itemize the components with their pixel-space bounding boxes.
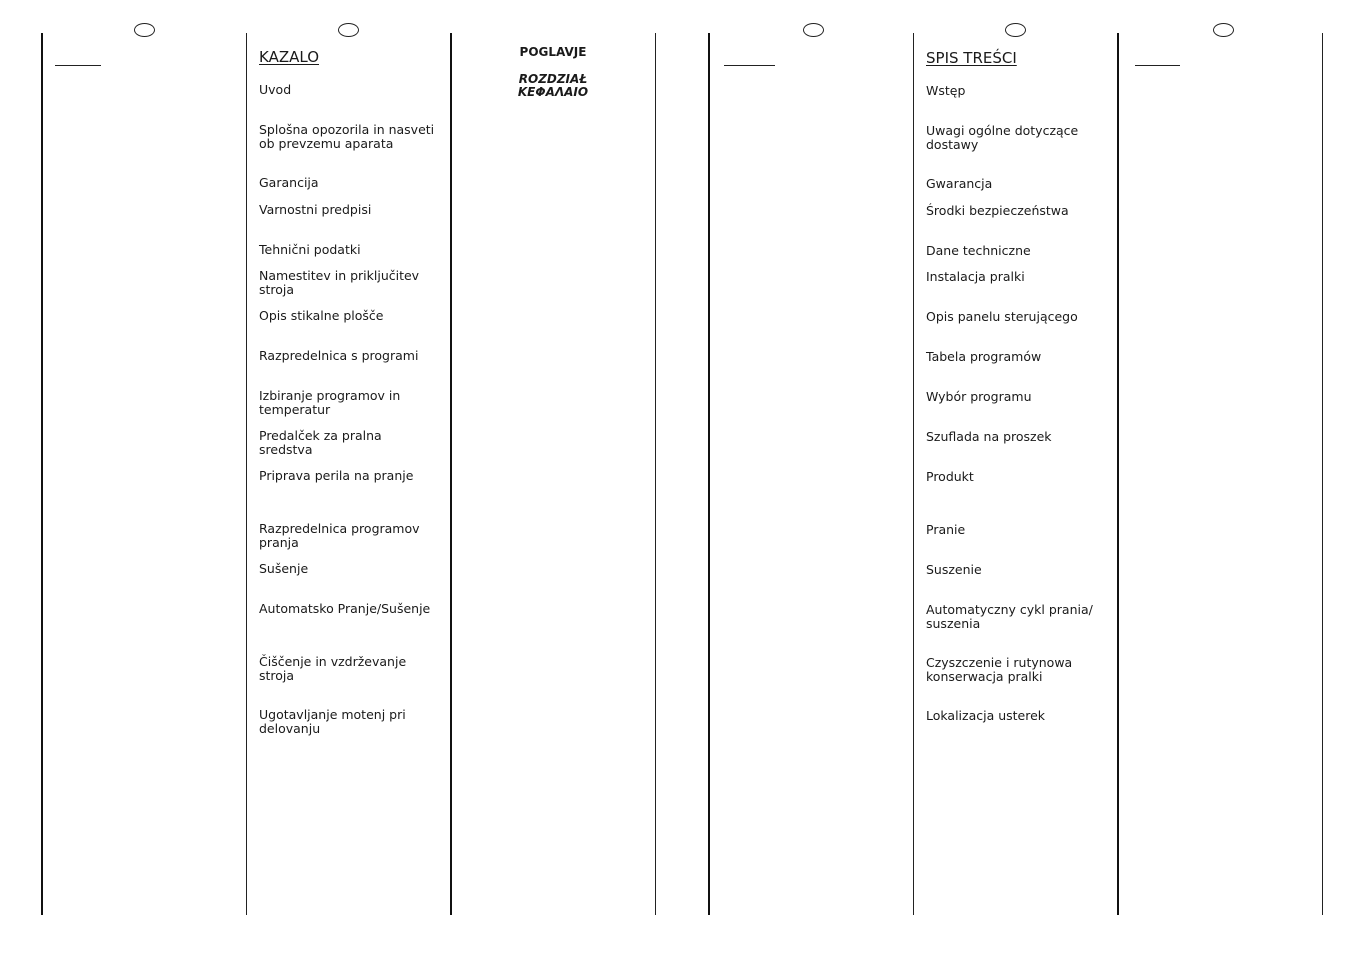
toc-item: Predalček za pralna sredstva: [259, 428, 382, 457]
toc-item: Wybór programu: [926, 389, 1032, 404]
toc-item: Lokalizacja usterek: [926, 708, 1046, 723]
toc-item: Opis stikalne plošče: [259, 308, 384, 323]
toc-item: Namestitev in priključitev stroja: [259, 268, 420, 297]
page-number-line: [1135, 65, 1180, 66]
toc-item: Opis panelu sterującego: [926, 309, 1078, 324]
language-flag-oval: [338, 23, 359, 37]
toc-item: Uwagi ogólne dotyczące dostawy: [926, 123, 1079, 152]
toc-item: Razpredelnica s programi: [259, 348, 419, 363]
toc-item: Varnostni predpisi: [259, 202, 372, 217]
toc-item: Automatsko Pranje/Sušenje: [259, 601, 431, 616]
toc-item: Produkt: [926, 469, 974, 484]
toc-item: Čiščenje in vzdrževanje stroja: [259, 654, 407, 683]
toc-item: Sušenje: [259, 561, 309, 576]
toc-item: Tabela programów: [926, 349, 1042, 364]
column-rule: [1117, 33, 1119, 915]
toc-item: Suszenie: [926, 562, 982, 577]
language-flag-oval: [1213, 23, 1234, 37]
column-rule: [450, 33, 452, 915]
language-flag-oval: [134, 23, 155, 37]
column-rule: [708, 33, 710, 915]
page-number-line: [55, 65, 101, 66]
chapter-label-el: ΚΕΦΑΛΑΙΟ: [517, 85, 589, 99]
toc-item: Wstęp: [926, 83, 966, 98]
toc-item: Splošna opozorila in nasveti ob prevzemu aparata: [259, 122, 435, 151]
toc-item: Tehnični podatki: [259, 242, 361, 257]
toc-item: Izbiranje programov in temperatur: [259, 388, 401, 417]
toc-item: Automatyczny cykl prania/ suszenia: [926, 602, 1093, 631]
toc-item: Gwarancja: [926, 176, 993, 191]
toc-item: Razpredelnica programov pranja: [259, 521, 420, 550]
column-rule: [913, 33, 914, 915]
toc-item: Priprava perila na pranje: [259, 468, 414, 483]
toc-item: Garancija: [259, 175, 319, 190]
toc-item: Pranie: [926, 522, 966, 537]
column-rule: [246, 33, 247, 915]
column-rule: [41, 33, 43, 915]
toc-item: Dane techniczne: [926, 243, 1031, 258]
column-rule: [1322, 33, 1323, 915]
column-rule: [655, 33, 656, 915]
language-flag-oval: [1005, 23, 1026, 37]
toc-item: Szuflada na proszek: [926, 429, 1052, 444]
page-number-line: [724, 65, 775, 66]
toc-heading-left: KAZALO: [259, 48, 319, 66]
language-flag-oval: [803, 23, 824, 37]
chapter-label-sl: POGLAVJE: [519, 45, 587, 59]
toc-item: Czyszczenie i rutynowa konserwacja pralki: [926, 655, 1073, 684]
toc-item: Środki bezpieczeństwa: [926, 203, 1069, 218]
toc-item: Uvod: [259, 82, 292, 97]
toc-heading-right: SPIS TREŚCI: [926, 49, 1017, 67]
toc-item: Ugotavljanje motenj pri delovanju: [259, 707, 406, 736]
chapter-label-pl: ROZDZIAŁ: [518, 72, 588, 86]
toc-item: Instalacja pralki: [926, 269, 1025, 284]
